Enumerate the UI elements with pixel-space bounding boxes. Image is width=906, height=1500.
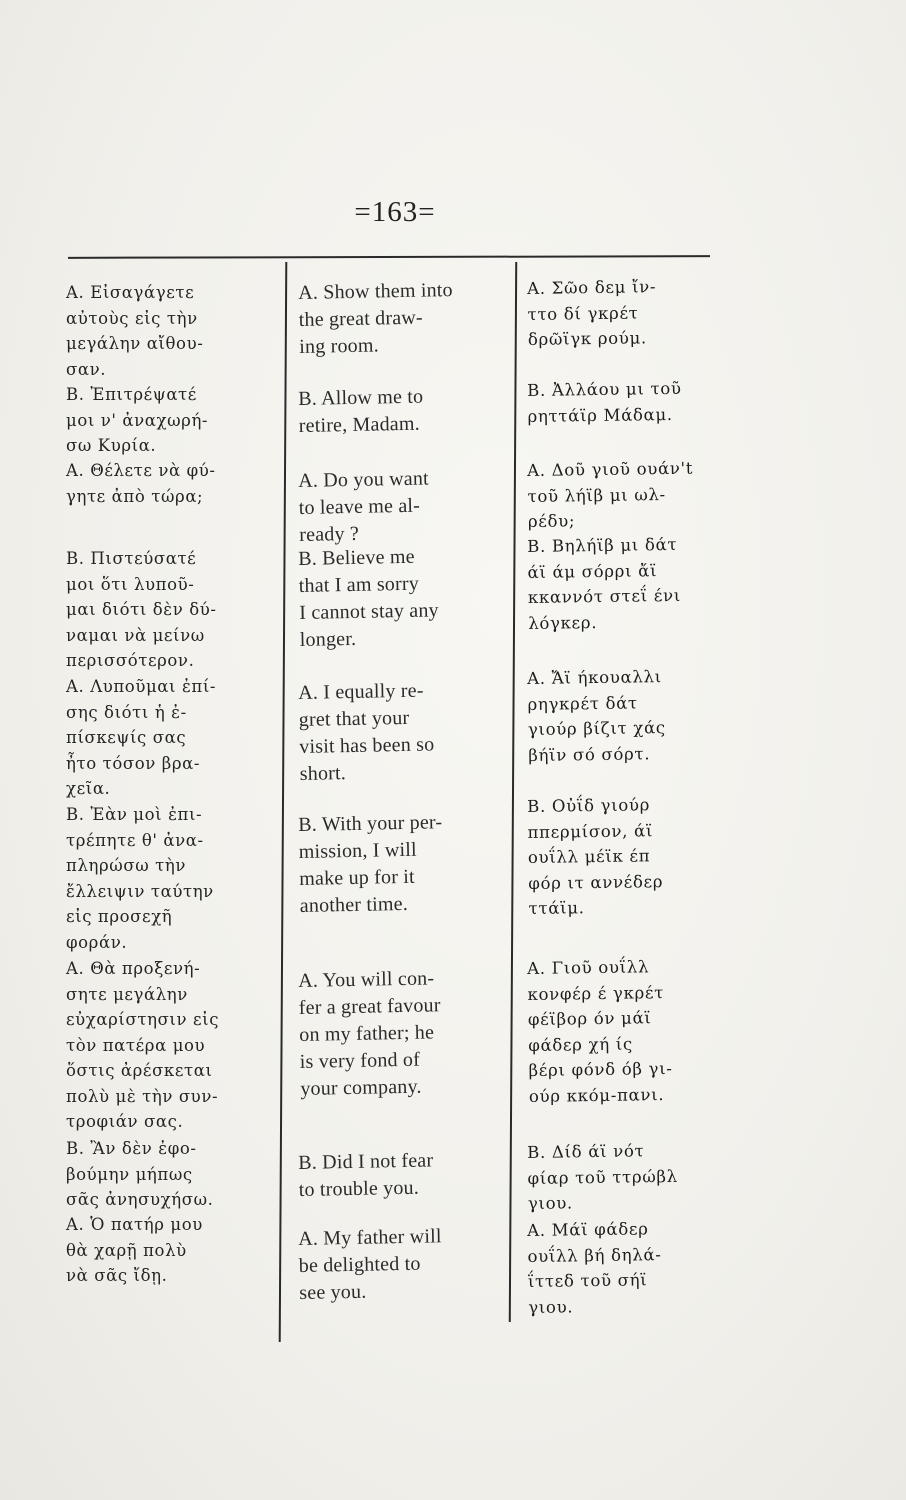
transliteration-entry: Α. Γιοῦ ουΐλλ κονφέρ έ γκρέτ φέϊβορ όν μάϊ φάδερ χή ίς βέρι φόνδ όβ γι- ούρ κκόμ-πανι.: [527, 957, 673, 1106]
transliteration-entry: Β. Ἀλλάου μι τοῦ ρηττάϊρ Μάδαμ.: [527, 378, 682, 426]
transliteration-entry: Β. Οὐΐδ γιούρ ππερμίσον, άϊ ουΐλλ μέϊκ έπ φόρ ιτ αννέδερ ττάϊμ.: [527, 795, 664, 918]
english-entry: A. Show them into the great draw- ing room.: [298, 279, 453, 358]
greek-entry: Β. Πιστεύσατέ μοι ὅτι λυποῦ- μαι διότι δὲν δύ- ναμαι νὰ μείνω περισσότερον.: [66, 549, 217, 670]
transliteration-entry: Α. Μάϊ φάδερ ουΐλλ βή δηλά- ΐττεδ τοῦ σήϊ γιου.: [527, 1219, 662, 1317]
greek-entry: Α. Θέλετε νὰ φύ- γητε ἀπὸ τώρα;: [66, 461, 216, 506]
greek-entry: Β. Ἂν δὲν ἐφο- βούμην μήπως σᾶς ἀνησυχήσω.: [66, 1139, 214, 1209]
greek-entry: Α. Ὁ πατήρ μου θὰ χαρῇ πολὺ νὰ σᾶς ἴδῃ.: [66, 1215, 203, 1285]
greek-entry: Β. Ἐὰν μοὶ ἐπι- τρέπητε θ' ἀνα- πληρώσω τὴν ἔλλειψιν ταύτην εἰς προσεχῆ φοράν.: [66, 805, 214, 952]
transliteration-entry: Α. Ἄϊ ήκουαλλι ρηγκρέτ δάτ γιούρ βίζιτ χάς βήϊν σό σόρτ.: [527, 667, 666, 765]
english-entry: A. You will con- fer a great favour on my father; he is very fond of your company.: [298, 967, 441, 1100]
english-entry: A. My father will be delighted to see you.: [298, 1225, 442, 1304]
column-divider-right: [509, 262, 517, 1322]
header-rule: [68, 255, 710, 259]
english-entry: B. Allow me to retire, Madam.: [298, 385, 424, 437]
greek-entry: Α. Εἰσαγάγετε αὐτοὺς εἰς τὴν μεγάλην αἴθου- σαν.: [66, 283, 204, 379]
column-divider-left: [279, 262, 288, 1342]
page-number: =163=: [354, 196, 436, 228]
greek-entry: Α. Θὰ προξενή- σητε μεγάλην εὐχαρίστησιν εἰς τὸν πατέρα μου ὅστις ἀρέσκεται πολὺ μὲ τὴν συν- τροφιάν σας.: [66, 959, 220, 1131]
greek-entry: Α. Λυποῦμαι ἐπί- σης διότι ἡ ἐ- πίσκεψίς σας ἦτο τόσον βρα- χεῖα.: [66, 677, 217, 798]
transliteration-entry: Β. Βηλήϊβ μι δάτ άϊ άμ σόρρι ἄϊ κκαννότ στεΐ ένι λόγκερ.: [527, 534, 682, 633]
greek-entry: Β. Ἐπιτρέψατέ μοι ν' ἀναχωρή- σω Κυρία.: [66, 385, 209, 455]
transliteration-entry: Β. Δίδ άϊ νότ φίαρ τοῦ ττρώβλ γιου.: [527, 1141, 679, 1213]
english-entry: B. With your per- mission, I will make up for it another time.: [298, 811, 443, 917]
transliteration-entry: Α. Δοῦ γιοῦ ουάν't τοῦ λήϊβ μι ωλ- ρέδυ;: [527, 458, 694, 531]
english-entry: B. Did I not fear to trouble you.: [298, 1149, 434, 1201]
transliteration-entry: Α. Σῶο δεμ ἴν- ττο δί γκρέτ δρῶϊγκ ρούμ.: [527, 277, 657, 349]
english-entry: B. Believe me that I am sorry I cannot stay any longer.: [298, 545, 439, 651]
english-entry: A. Do you want to leave me al- ready ?: [298, 467, 430, 546]
english-entry: A. I equally re- gret that your visit has been so short.: [298, 679, 435, 785]
